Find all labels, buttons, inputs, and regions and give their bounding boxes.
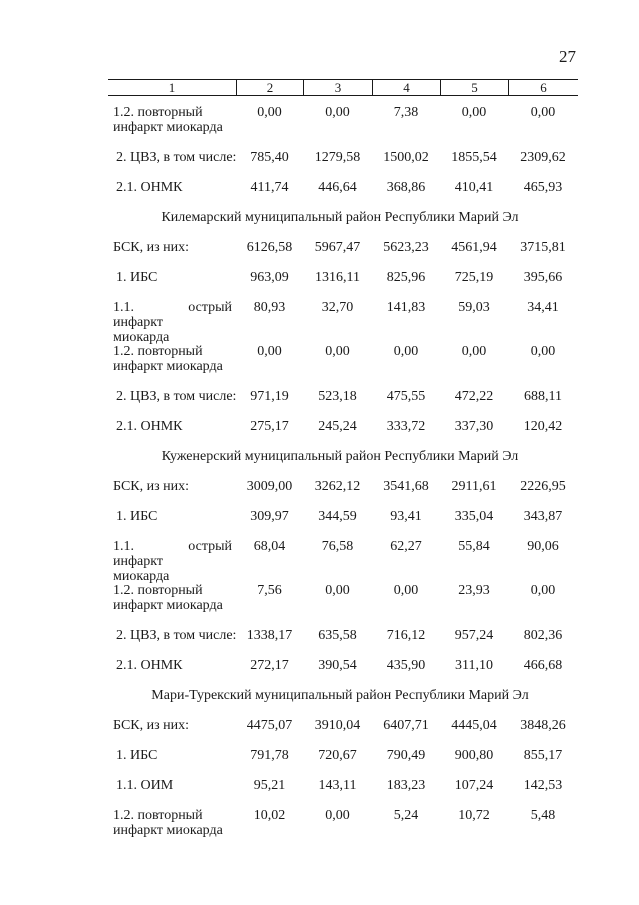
value-col-4: 6407,71 <box>383 717 429 733</box>
table-row <box>108 509 578 539</box>
row-label <box>108 105 236 150</box>
value-col-5: 311,10 <box>455 657 493 673</box>
value-col-6: 0,00 <box>530 583 556 598</box>
value-col-3: 1279,58 <box>314 149 361 165</box>
value-col-6: 3715,81 <box>520 239 566 255</box>
row-label <box>108 539 236 584</box>
value-col-4: 3541,68 <box>383 478 429 494</box>
value-col-5: 55,84 <box>458 538 490 554</box>
value-col-4: 333,72 <box>386 418 426 434</box>
row-label <box>108 180 236 210</box>
value-col-6: 34,41 <box>527 299 559 315</box>
value-col-3: 720,67 <box>318 747 357 763</box>
value-col-3: 32,70 <box>321 299 354 315</box>
row-label-line: 1. ИБС <box>116 508 158 524</box>
row-label <box>108 344 236 389</box>
row-label <box>108 658 236 688</box>
value-col-5: 957,24 <box>454 627 494 643</box>
table-row <box>108 718 578 748</box>
row-label-line: миокарда <box>113 568 170 584</box>
value-col-5: 337,30 <box>454 418 494 434</box>
value-col-6: 2309,62 <box>520 149 566 165</box>
row-label-line: БСК, из них: <box>113 239 190 255</box>
value-col-3: 0,00 <box>325 344 350 359</box>
value-col-5: 2911,61 <box>451 478 497 494</box>
column-header-1: 1 <box>168 80 176 95</box>
value-col-6: 343,87 <box>523 508 563 524</box>
value-col-5: 900,80 <box>454 747 494 763</box>
row-label-line: 1. ИБС <box>116 747 158 763</box>
value-col-6: 688,11 <box>524 388 562 404</box>
value-col-4: 475,55 <box>386 388 426 404</box>
table-row <box>108 389 578 419</box>
value-col-2: 411,74 <box>250 179 289 195</box>
value-col-3: 5967,47 <box>314 239 361 255</box>
value-col-2: 3009,00 <box>246 478 293 494</box>
row-label <box>108 778 236 808</box>
value-col-3: 0,00 <box>325 807 350 823</box>
row-label <box>108 389 236 419</box>
table-row <box>108 583 578 628</box>
table-row <box>108 270 578 300</box>
value-col-5: 0,00 <box>461 105 487 120</box>
value-col-3: 0,00 <box>325 583 350 598</box>
value-col-6: 0,00 <box>530 344 556 359</box>
value-col-5: 335,04 <box>454 508 494 524</box>
value-col-3: 3262,12 <box>314 478 361 494</box>
column-header-5: 5 <box>440 80 508 95</box>
value-col-6: 802,36 <box>523 627 563 643</box>
row-label-line: 1.2. повторный <box>113 344 203 359</box>
value-col-2: 4475,07 <box>246 717 293 733</box>
value-col-5: 725,19 <box>454 269 494 285</box>
value-col-5: 23,93 <box>458 583 490 598</box>
value-col-2: 80,93 <box>253 299 286 315</box>
row-label <box>108 748 236 778</box>
value-col-2: 791,78 <box>250 747 289 763</box>
value-col-4: 7,38 <box>393 105 419 120</box>
row-label <box>108 150 236 180</box>
value-col-4: 5623,23 <box>383 239 429 255</box>
value-col-3: 635,58 <box>318 627 357 643</box>
value-col-3: 0,00 <box>325 105 350 120</box>
value-col-4: 0,00 <box>393 583 419 598</box>
value-col-5: 1855,54 <box>451 149 497 165</box>
value-col-5: 59,03 <box>458 299 490 315</box>
value-col-2: 272,17 <box>250 657 289 673</box>
value-col-6: 855,17 <box>523 747 563 763</box>
row-label <box>108 419 236 449</box>
table-row <box>108 240 578 270</box>
row-label-line: БСК, из них: <box>113 478 190 494</box>
value-col-3: 143,11 <box>318 777 357 793</box>
value-col-5: 410,41 <box>454 179 494 195</box>
page-number: 27 <box>559 47 576 66</box>
value-col-6: 2226,95 <box>520 478 566 494</box>
value-col-4: 5,24 <box>393 807 419 823</box>
value-col-5: 107,24 <box>454 777 494 793</box>
row-label-line: 2. ЦВЗ, в том числе: <box>116 388 237 404</box>
row-label <box>108 509 236 539</box>
section-heading: Мари-Турекский муниципальный район Республики Марий Эл <box>151 687 529 703</box>
row-label-line: 2.1. ОНМК <box>116 179 183 195</box>
value-col-3: 1316,11 <box>315 269 360 285</box>
value-col-4: 141,83 <box>386 299 426 315</box>
column-header-6: 6 <box>508 80 578 95</box>
value-col-2: 275,17 <box>250 418 289 434</box>
section-heading: Куженерский муниципальный район Республики Марий Эл <box>161 448 519 464</box>
value-col-2: 0,00 <box>257 344 282 359</box>
value-col-2: 95,21 <box>253 777 286 793</box>
row-label-line: инфаркт миокарда <box>113 120 223 135</box>
row-label <box>108 240 236 270</box>
value-col-2: 6126,58 <box>246 239 293 255</box>
row-label <box>108 479 236 509</box>
row-label-line: миокарда <box>113 329 170 345</box>
value-col-3: 523,18 <box>318 388 357 404</box>
value-col-4: 716,12 <box>386 627 426 643</box>
row-label <box>108 718 236 748</box>
value-col-4: 0,00 <box>393 344 419 359</box>
value-col-5: 0,00 <box>461 344 487 359</box>
row-label-line: 1.1. ОИМ <box>116 777 174 793</box>
value-col-4: 183,23 <box>386 777 426 793</box>
value-col-3: 245,24 <box>318 418 357 434</box>
value-col-6: 90,06 <box>527 538 559 554</box>
row-label-line: 1.1. острый инфаркт <box>113 299 232 330</box>
value-col-3: 3910,04 <box>314 717 361 733</box>
value-col-4: 825,96 <box>386 269 426 285</box>
column-header-2: 2 <box>236 80 303 95</box>
value-col-4: 93,41 <box>390 508 422 524</box>
row-label <box>108 808 236 853</box>
table-row <box>108 300 578 345</box>
value-col-6: 466,68 <box>523 657 563 673</box>
table-body <box>108 105 578 852</box>
value-col-2: 963,09 <box>250 269 289 285</box>
value-col-6: 5,48 <box>530 807 556 823</box>
value-col-2: 971,19 <box>250 388 289 404</box>
table-row <box>108 539 578 584</box>
table-row <box>108 180 578 210</box>
value-col-6: 120,42 <box>523 418 563 434</box>
table-row <box>108 748 578 778</box>
value-col-5: 10,72 <box>458 807 490 823</box>
value-col-2: 7,56 <box>257 583 282 598</box>
value-col-4: 62,27 <box>390 538 422 554</box>
column-header-3: 3 <box>303 80 372 95</box>
value-col-4: 1500,02 <box>383 149 429 165</box>
row-label <box>108 300 236 345</box>
column-header-4: 4 <box>372 80 440 95</box>
row-label <box>108 583 236 628</box>
table-row <box>108 419 578 449</box>
value-col-5: 4445,04 <box>451 717 497 733</box>
table-header-row <box>108 79 578 96</box>
table-row <box>108 778 578 808</box>
table-row <box>108 628 578 658</box>
row-label-line: 1.2. повторный <box>113 807 203 823</box>
row-label-line: БСК, из них: <box>113 717 190 733</box>
value-col-4: 790,49 <box>386 747 426 763</box>
value-col-3: 390,54 <box>318 657 357 673</box>
value-col-2: 309,97 <box>250 508 289 524</box>
value-col-2: 0,00 <box>257 105 282 120</box>
row-label <box>108 628 236 658</box>
value-col-4: 435,90 <box>386 657 426 673</box>
value-col-4: 368,86 <box>386 179 426 195</box>
row-label-line: 1.1. острый инфаркт <box>113 538 232 569</box>
value-col-3: 344,59 <box>318 508 357 524</box>
row-label-line: 2. ЦВЗ, в том числе: <box>116 627 237 643</box>
value-col-2: 10,02 <box>253 807 286 823</box>
table-row <box>108 808 578 853</box>
row-label-line: 2. ЦВЗ, в том числе: <box>116 149 237 165</box>
value-col-2: 1338,17 <box>246 627 293 643</box>
row-label <box>108 270 236 300</box>
row-label-line: 2.1. ОНМК <box>116 657 183 673</box>
table-row <box>108 150 578 180</box>
table-row <box>108 479 578 509</box>
table-row <box>108 105 578 150</box>
value-col-3: 76,58 <box>321 538 354 554</box>
value-col-6: 3848,26 <box>520 717 566 733</box>
row-label-line: 1.2. повторный <box>113 105 203 120</box>
row-label-line: инфаркт миокарда <box>113 359 223 374</box>
section-heading: Килемарский муниципальный район Республики Марий Эл <box>161 209 519 225</box>
value-col-6: 0,00 <box>530 105 556 120</box>
value-col-3: 446,64 <box>318 179 357 195</box>
table-row <box>108 658 578 688</box>
value-col-5: 472,22 <box>454 388 494 404</box>
value-col-6: 142,53 <box>523 777 563 793</box>
row-label-line: инфаркт миокарда <box>113 598 223 613</box>
value-col-2: 68,04 <box>253 538 286 554</box>
value-col-2: 785,40 <box>250 149 289 165</box>
table-row <box>108 344 578 389</box>
value-col-5: 4561,94 <box>451 239 497 255</box>
row-label-line: 1.2. повторный <box>113 583 203 598</box>
row-label-line: инфаркт миокарда <box>113 822 223 838</box>
value-col-6: 395,66 <box>523 269 563 285</box>
value-col-6: 465,93 <box>523 179 563 195</box>
row-label-line: 1. ИБС <box>116 269 158 285</box>
row-label-line: 2.1. ОНМК <box>116 418 183 434</box>
